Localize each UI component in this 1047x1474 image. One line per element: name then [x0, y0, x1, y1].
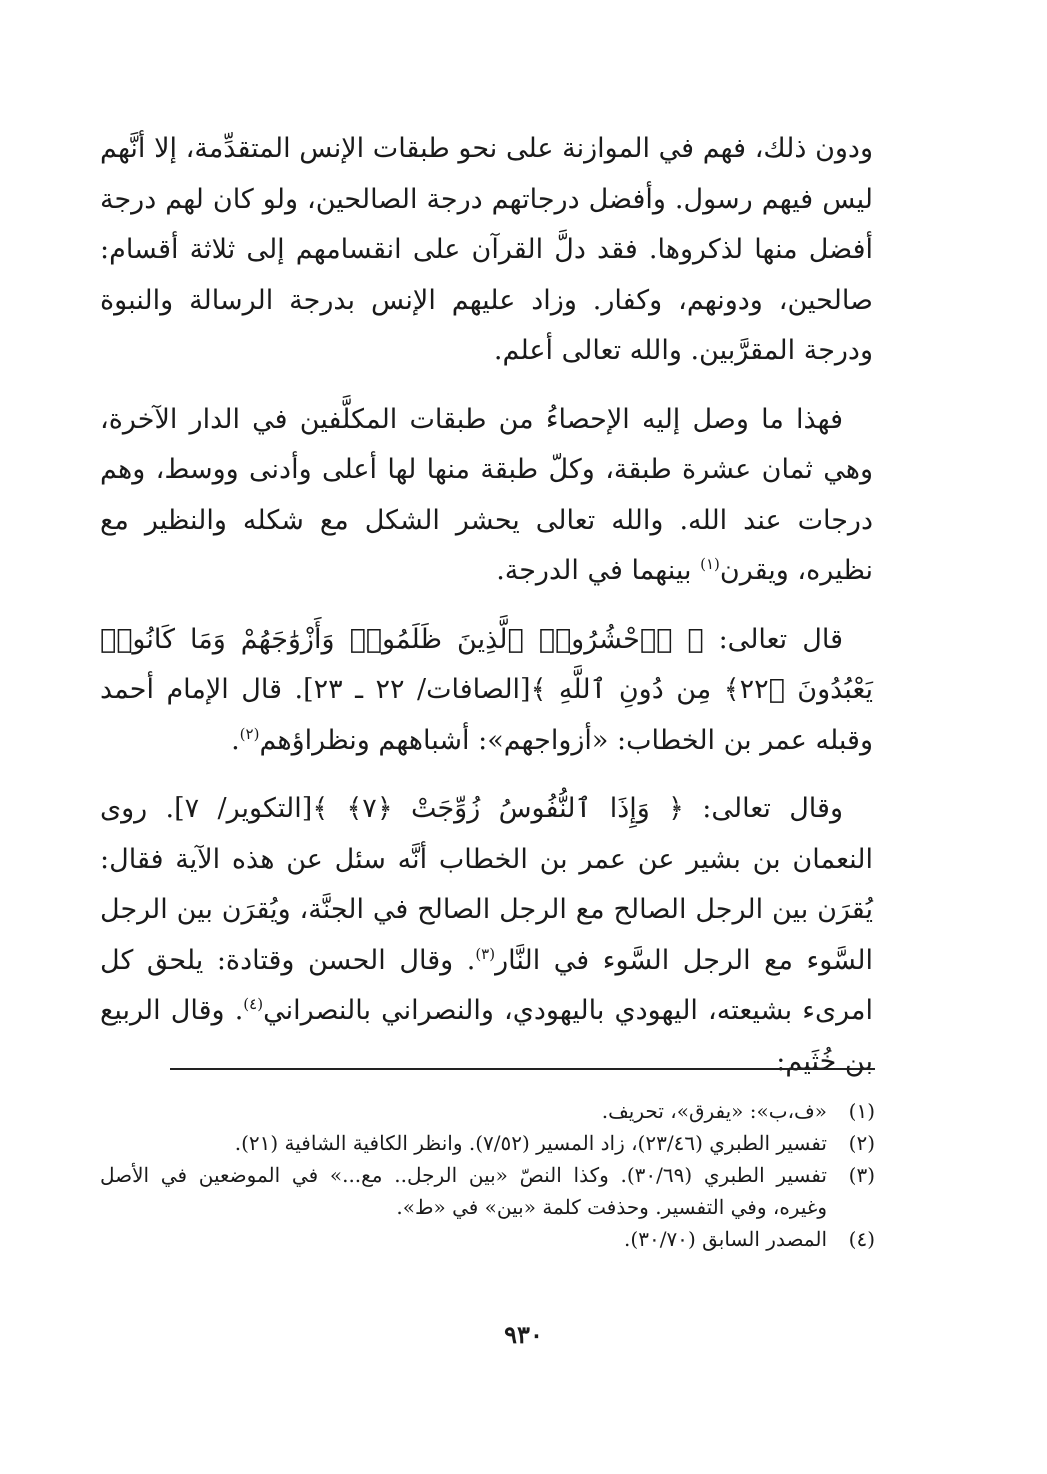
footnote-number: (٤)	[848, 1227, 875, 1251]
footnote-3	[100, 1159, 875, 1223]
footnote-text: تفسير الطبري (٣٠/٦٩). وكذا النصّ «بين الرجل.. مع...» في الموضعين في الأصل وغيره، وفي التفسير. وحذفت كلمة «بين» في «ط».	[100, 1163, 827, 1219]
footnote-ref-2: (٢)	[239, 724, 260, 743]
paragraph-1-text: ودون ذلك، فهم في الموازنة على نحو طبقات الإنس المتقدِّمة، إلا أنَّهم ليس فيهم رسول. وأفضل درجاتهم درجة الصالحين، ولو كان لهم درجة أفضل منها لذكروها. فقد دلَّ القرآن على انقسامهم إلى ثلاثة أقسام: صالحين، ودونهم، وكفار. وزاد عليهم الإنس بدرجة الرسالة والنبوة ودرجة المقرَّبين. والله تعالى أعلم.	[100, 133, 873, 366]
footnote-1	[100, 1095, 875, 1127]
footnote-text: «ف،ب»: «يفرق»، تحريف.	[601, 1099, 827, 1123]
paragraph-4-text: [التكوير/ ٧]. روى النعمان بن بشير عن عمر بن الخطاب أنَّه سئل عن هذه الآية فقال: يُقرَن بين الرجل الصالح مع الرجل الصالح في الجنَّة، ويُقرَن بين الرجل السَّوء مع الرجل السَّوء في النَّار	[100, 793, 874, 976]
paragraph-3-intro: قال تعالى:	[703, 623, 843, 655]
footnote-number: (١)	[848, 1099, 875, 1123]
paragraph-4-text-3: . وقال الربيع بن خُثَيم:	[100, 995, 873, 1077]
paragraph-3	[100, 615, 873, 767]
paragraph-3-end: .	[231, 724, 240, 756]
footnote-ref-1: (١)	[700, 555, 720, 573]
quran-verse-takwir: ﴿ وَإِذَا ٱلنُّفُوسُ زُوِّجَتْ ﴿٧﴾ ﴾	[312, 793, 684, 824]
paragraph-2-end: بينهما في الدرجة.	[496, 555, 701, 586]
paragraph-4-intro: وقال تعالى:	[683, 793, 843, 824]
footnote-4	[100, 1223, 875, 1255]
footnote-text: المصدر السابق (٣٠/٧٠).	[624, 1227, 827, 1251]
footnote-number: (٣)	[848, 1163, 875, 1187]
paragraph-2-text: فهذا ما وصل إليه الإحصاءُ من طبقات المكلَّفين في الدار الآخرة، وهي ثمان عشرة طبقة، وكلّ طبقة منها لها أعلى وأدنى ووسط، وهم درجات عند الله. والله تعالى يحشر الشكل مع شكله والنظير مع نظيره، ويقرن	[100, 403, 873, 586]
footnote-ref-3: (٣)	[475, 944, 496, 963]
page-number: ٩٣٠	[504, 1320, 543, 1349]
paragraph-2	[100, 395, 873, 597]
main-text	[100, 124, 873, 1087]
footnote-number: (٢)	[848, 1131, 875, 1155]
footnote-text: تفسير الطبري (٢٣/٤٦)، زاد المسير (٧/٥٢). وانظر الكافية الشافية (٢١).	[234, 1131, 827, 1155]
paragraph-3-text: [الصافات/ ٢٢ ـ ٢٣]. قال الإمام أحمد وقبله عمر بن الخطاب: «أزواجهم»: أشباههم ونظراؤهم	[100, 674, 873, 756]
quran-verse-saffat: ﴿ ۞ٱحْشُرُوا۟ ٱلَّذِينَ ظَلَمُوا۟ وَأَزْوَٰجَهُمْ وَمَا كَانُوا۟ يَعْبُدُونَ ﴿٢٢﴾ مِن دُونِ ٱللَّهِ ﴾	[100, 623, 873, 705]
paragraph-4-text-2: . وقال الحسن وقتادة: يلحق كل امرىء بشيعته، اليهودي باليهودي، والنصراني بالنصراني	[100, 944, 873, 1026]
footnote-ref-4: (٤)	[243, 995, 264, 1013]
footnotes	[100, 1095, 875, 1255]
footnote-divider	[170, 1068, 875, 1070]
footnote-2	[100, 1127, 875, 1159]
paragraph-4	[100, 784, 873, 1087]
paragraph-1	[100, 124, 873, 377]
